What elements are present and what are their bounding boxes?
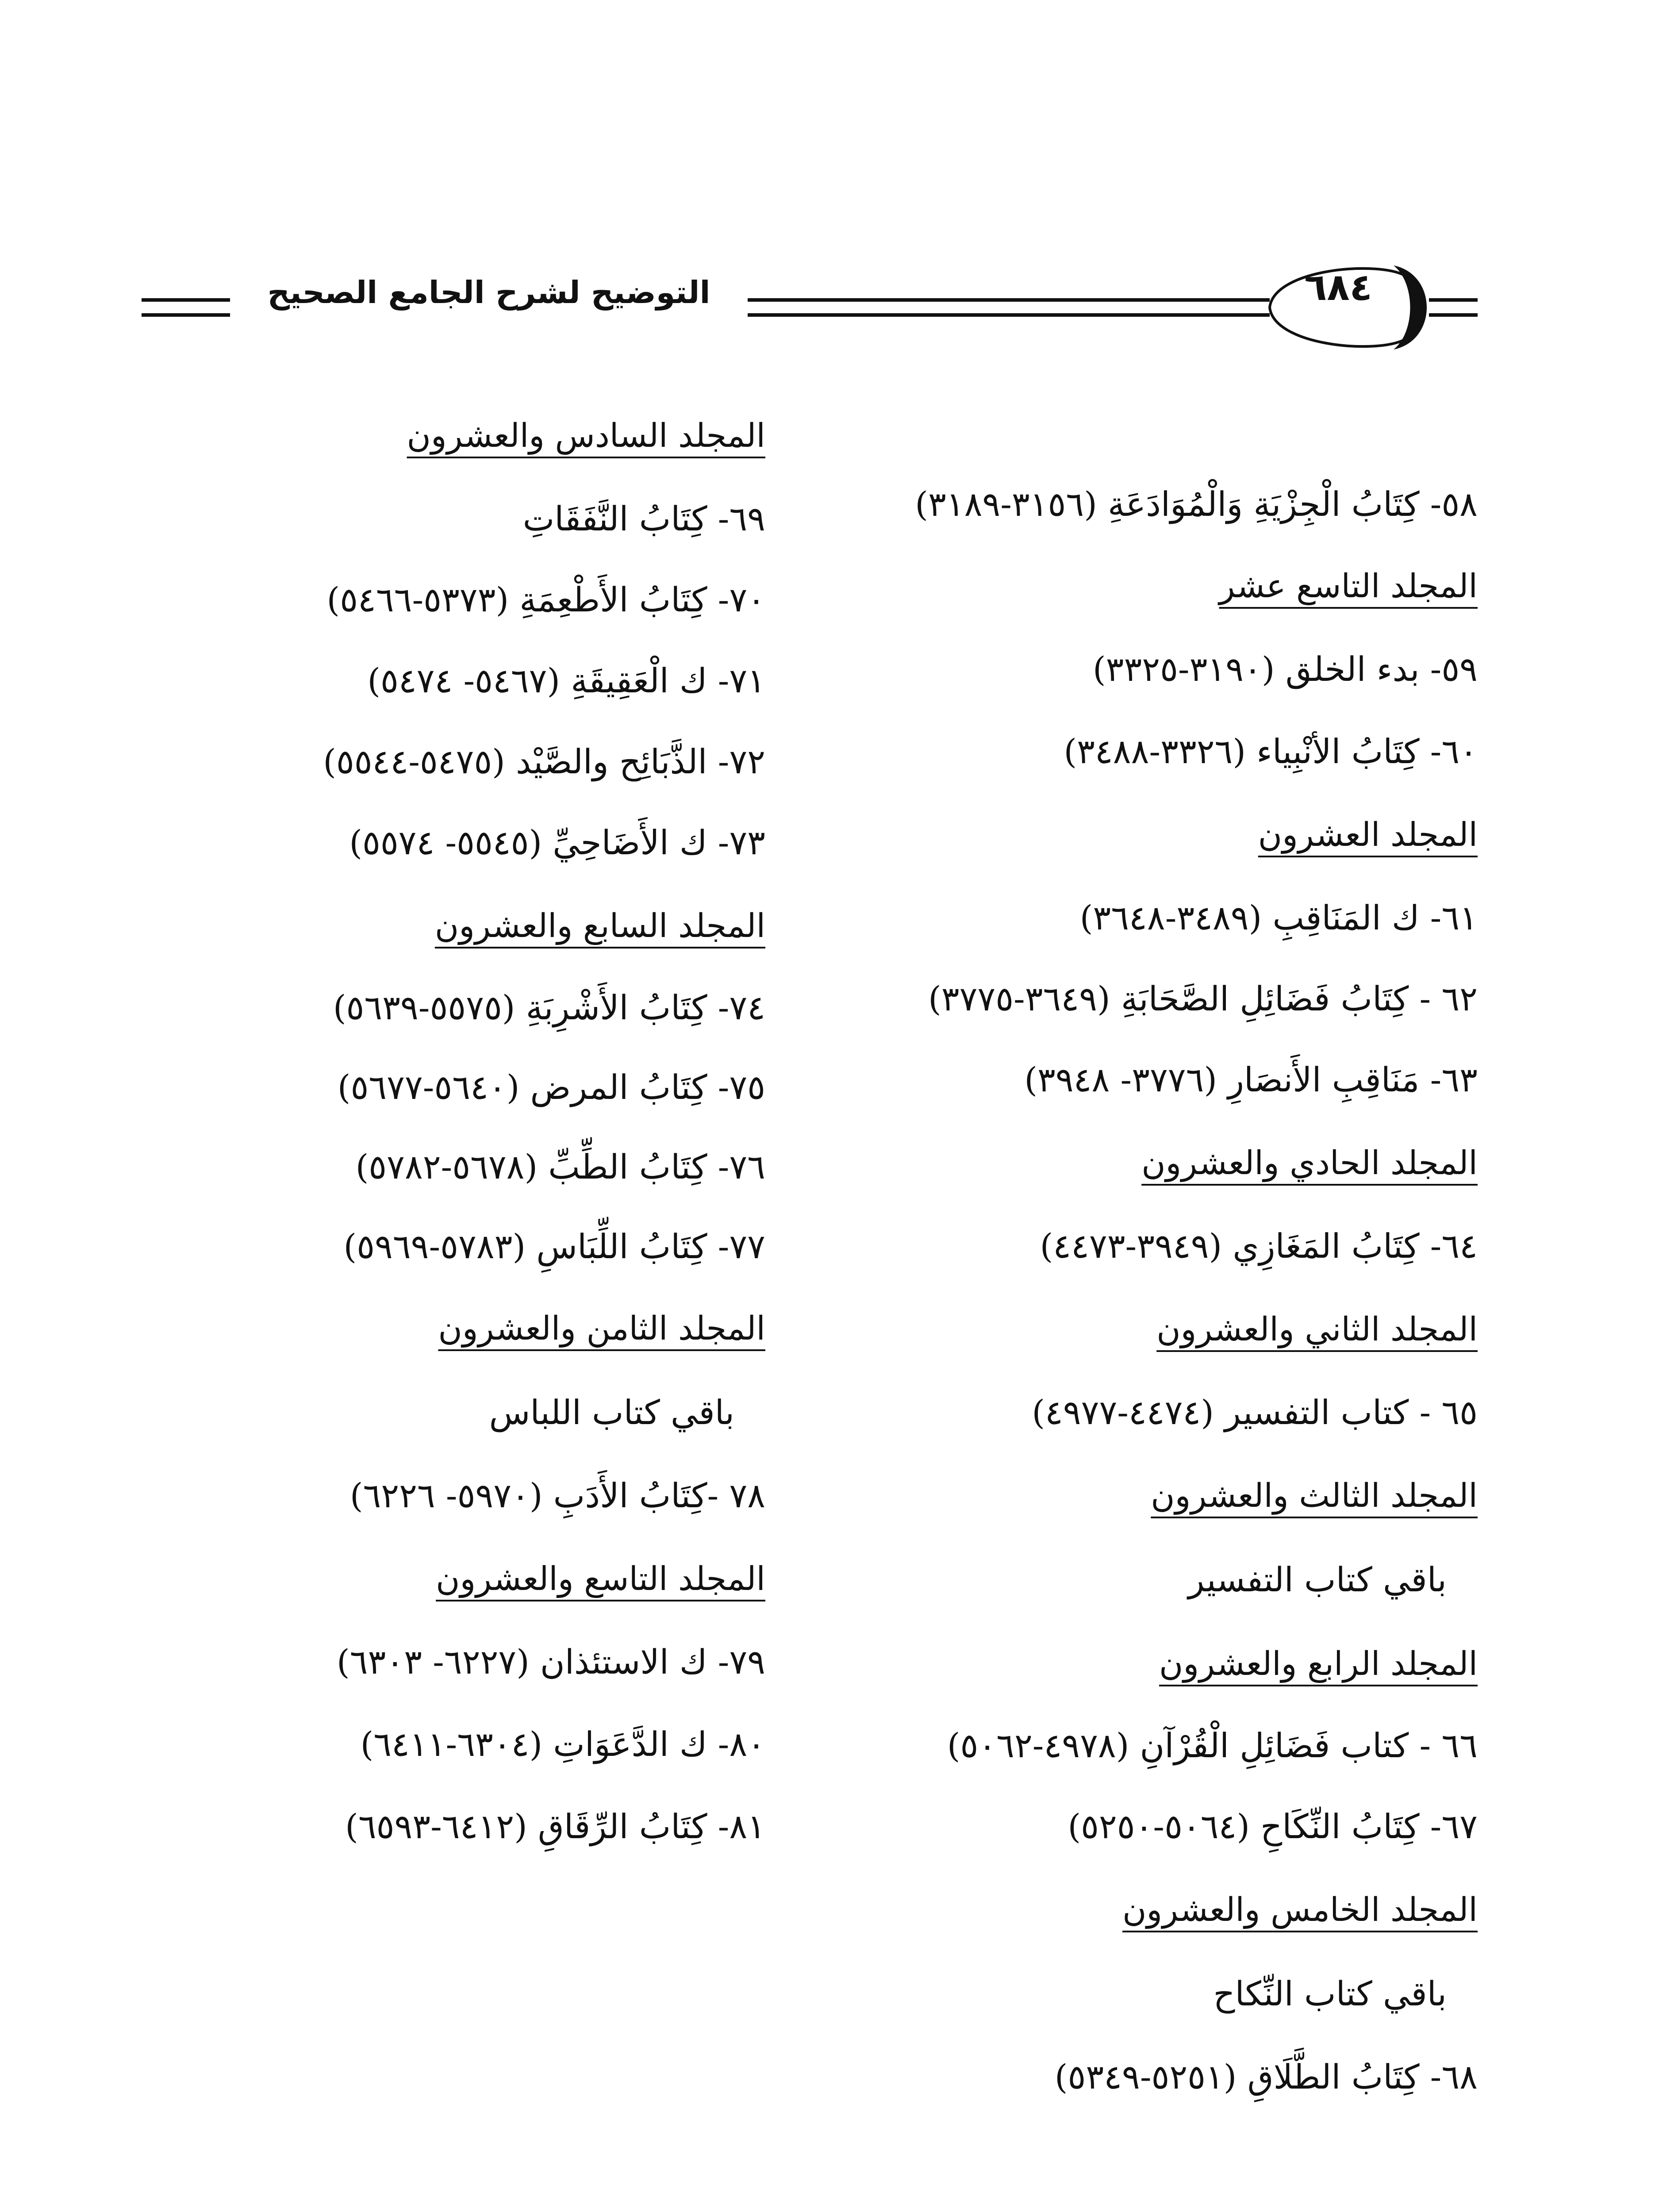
chapter-entry: ٥٨- كِتَابُ الْجِزْيَةِ وَالْمُوَادَعَةِ (٣١٥٦-٣١٨٩) <box>915 484 1478 524</box>
chapter-entry: ٦٩- كِتَابُ النَّفَقَاتِ <box>522 499 765 538</box>
chapter-entry: ٦٢ - كِتَابُ فَضَائِلِ الصَّحَابَةِ (٣٦٤٩-٣٧٧٥) <box>928 979 1478 1018</box>
left-column <box>133 394 765 1868</box>
volume-heading: المجلد الثامن والعشرون <box>438 1310 765 1348</box>
chapter-entry: ٧٩- ك الاستئذان (٦٢٢٧- ٦٣٠٣) <box>337 1642 765 1682</box>
continuation-note: باقي كتاب اللباس <box>489 1393 734 1432</box>
chapter-entry: ٧٠- كِتَابُ الأَطْعِمَةِ (٥٣٧٣-٥٤٦٦) <box>326 580 765 619</box>
chapter-entry: ٦٠- كِتَابُ الأنْبِياء (٣٣٢٦-٣٤٨٨) <box>1064 732 1478 771</box>
continuation-note: باقي كتاب النِّكاح <box>1213 1974 1447 2013</box>
chapter-entry: ٧٢- الذَّبَائِح والصَّيْد (٥٤٧٥-٥٥٤٤) <box>323 742 765 781</box>
chapter-entry: ٦٣- مَنَاقِبِ الأَنصَارِ (٣٧٧٦- ٣٩٤٨) <box>1024 1060 1478 1099</box>
volume-heading: المجلد الثالث والعشرون <box>1151 1477 1478 1515</box>
chapter-entry: ٧١- ك الْعَقِيقَةِ (٥٤٦٧- ٥٤٧٤) <box>367 661 765 700</box>
running-header <box>0 0 1659 398</box>
continuation-note: باقي كتاب التفسير <box>1188 1560 1447 1599</box>
chapter-entry: ٧٤- كِتَابُ الأَشْرِبَةِ (٥٥٧٥-٥٦٣٩) <box>333 988 765 1027</box>
chapter-entry: ٧٨ -كِتَابُ الأَدَبِ (٥٩٧٠- ٦٢٢٦) <box>349 1476 765 1515</box>
header-rule-ornament <box>0 0 1659 398</box>
volume-heading: المجلد الحادي والعشرون <box>1141 1144 1478 1182</box>
volume-heading: المجلد السادس والعشرون <box>407 417 765 455</box>
volume-heading: المجلد الثاني والعشرون <box>1156 1310 1478 1348</box>
chapter-entry: ٥٩- بدء الخلق (٣١٩٠-٣٣٢٥) <box>1092 649 1478 689</box>
chapter-entry: ٦٧- كِتَابُ النِّكَاحِ (٥٠٦٤-٥٢٥٠) <box>1068 1807 1478 1846</box>
volume-heading: المجلد التاسع عشر <box>1219 567 1478 605</box>
volume-heading: المجلد العشرون <box>1258 816 1478 854</box>
chapter-entry: ٦١- ك المَنَاقِبِ (٣٤٨٩-٣٦٤٨) <box>1079 898 1478 937</box>
chapter-entry: ٨٠- ك الدَّعَوَاتِ (٦٣٠٤-٦٤١١) <box>360 1724 765 1764</box>
chapter-entry: ٨١- كِتَابُ الرِّقَاقِ (٦٤١٢-٦٥٩٣) <box>345 1807 765 1846</box>
chapter-entry: ٧٥- كِتَابُ المرض (٥٦٤٠-٥٦٧٧) <box>337 1068 765 1107</box>
chapter-entry: ٧٦- كِتَابُ الطِّبِّ (٥٦٧٨-٥٧٨٢) <box>355 1147 765 1187</box>
page-number: ٦٨٤ <box>1304 265 1372 309</box>
volume-heading: المجلد التاسع والعشرون <box>436 1560 765 1598</box>
chapter-entry: ٧٣- ك الأَضَاحِيِّ (٥٥٤٥- ٥٥٧٤) <box>349 823 765 862</box>
chapter-entry: ٧٧- كِتَابُ اللِّبَاسِ (٥٧٨٣-٥٩٦٩) <box>343 1227 765 1266</box>
chapter-entry: ٦٦ - كتاب فَضَائِلِ الْقُرْآنِ (٤٩٧٨-٥٠٦٢) <box>947 1726 1478 1765</box>
volume-heading: المجلد الخامس والعشرون <box>1122 1891 1478 1929</box>
chapter-entry: ٦٤- كِتَابُ المَغَازِي (٣٩٤٩-٤٤٧٣) <box>1040 1226 1478 1266</box>
chapter-entry: ٦٨- كِتَابُ الطَّلَاقِ (٥٢٥١-٥٣٤٩) <box>1054 2057 1478 2097</box>
book-title: التوضيح لشرح الجامع الصحيح <box>267 274 710 311</box>
volume-heading: المجلد الرابع والعشرون <box>1159 1645 1478 1683</box>
chapter-entry: ٦٥ - كتاب التفسير (٤٤٧٤-٤٩٧٧) <box>1032 1393 1478 1432</box>
volume-heading: المجلد السابع والعشرون <box>434 907 765 945</box>
right-column <box>832 465 1478 2118</box>
